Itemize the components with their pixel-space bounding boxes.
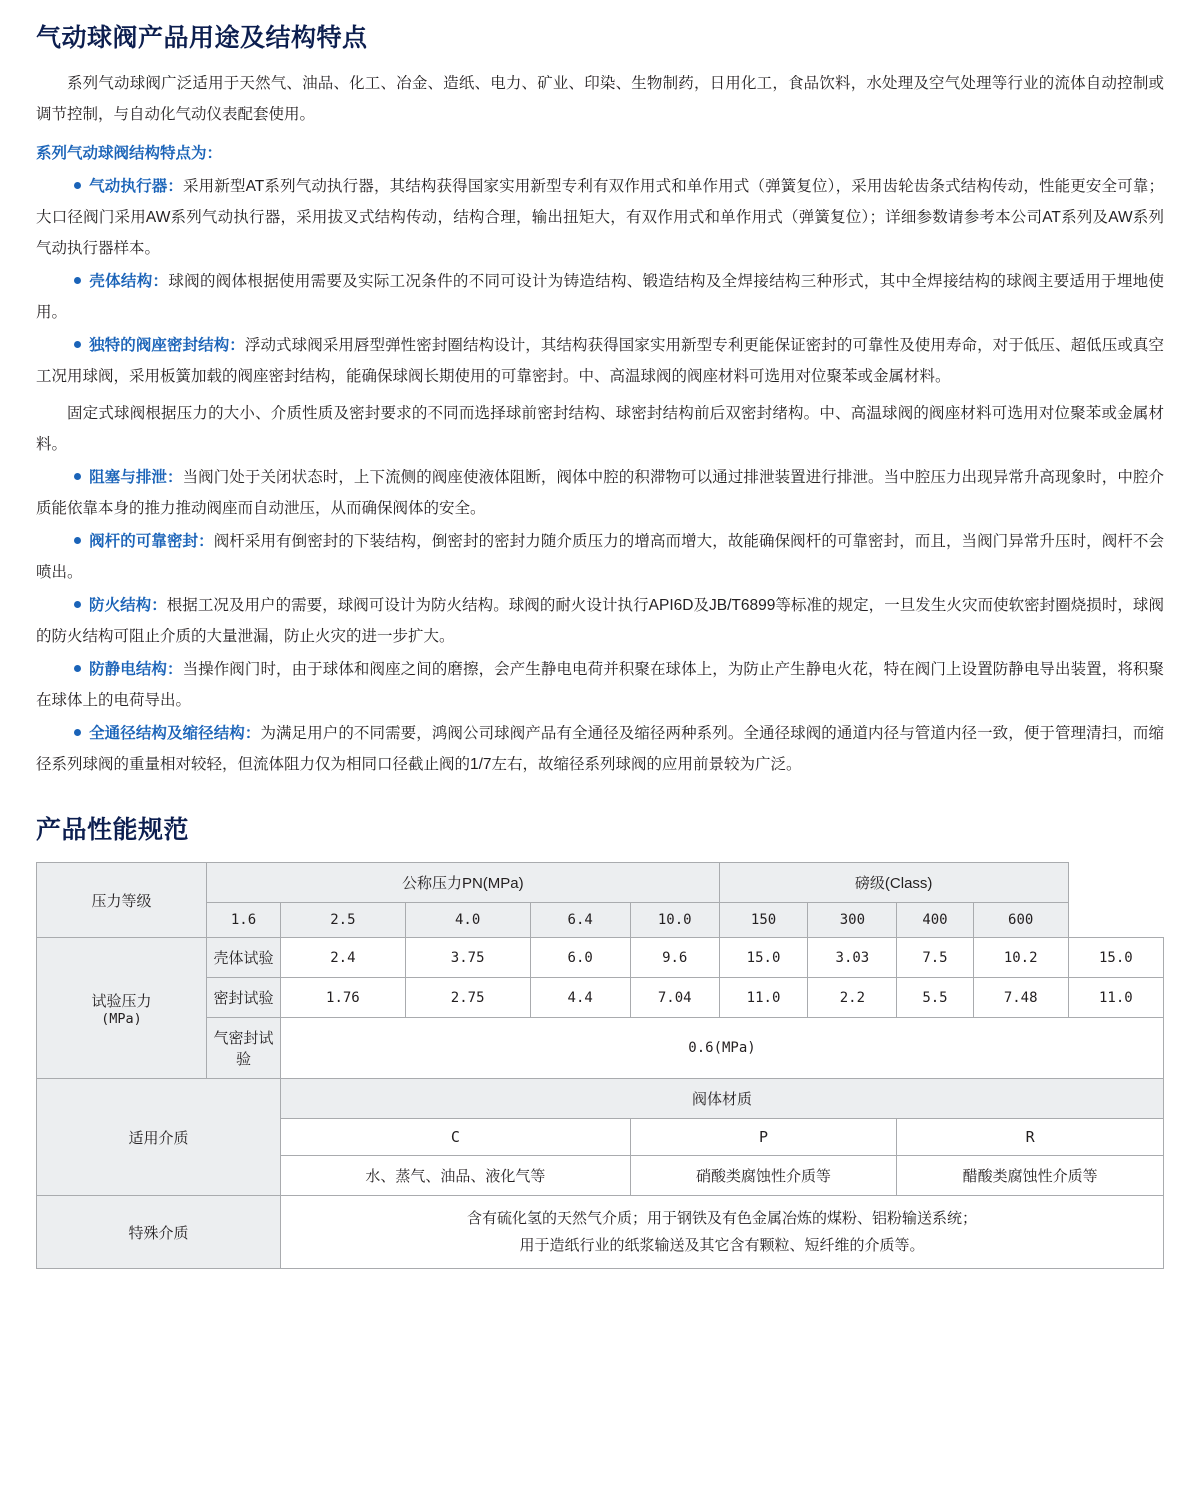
feature-item: [36, 266, 1164, 328]
class-value: 300: [808, 903, 897, 938]
test-pressure-label-line2: (MPa): [101, 1010, 142, 1027]
pn-value: 10.0: [630, 903, 719, 938]
feature-text: 球阀的阀体根据使用需要及实际工况条件的不同可设计为铸造结构、锻造结构及全焊接结构三种形式，其中全焊接结构的球阀主要适用于埋地使用。: [36, 273, 1164, 321]
feature-item: [36, 330, 1164, 392]
shell-test-value: 3.03: [808, 938, 897, 978]
test-pressure-label: [37, 938, 207, 1079]
feature-item: [36, 462, 1164, 524]
special-medium-line1: 含有硫化氢的天然气介质；用于钢铁及有色金属冶炼的煤粉、铝粉输送系统；: [466, 1210, 977, 1227]
shell-test-value: 6.0: [530, 938, 630, 978]
table-row: [37, 1079, 1164, 1119]
feature-item: [36, 590, 1164, 652]
seal-test-label: 密封试验: [207, 978, 281, 1018]
page-title: 气动球阀产品用途及结构特点: [36, 24, 368, 52]
class-header: 磅级(Class): [719, 863, 1068, 903]
material-media: 水、蒸气、油品、液化气等: [281, 1156, 631, 1196]
bullet-dot-icon: [74, 473, 81, 480]
seal-test-value: 11.0: [719, 978, 808, 1018]
bullet-dot-icon: [74, 729, 81, 736]
test-pressure-label-line1: 试验压力: [91, 992, 152, 1010]
air-test-label: 气密封试验: [207, 1018, 281, 1079]
spec-table: [36, 862, 1164, 1269]
table-row: [37, 978, 1164, 1018]
seal-test-value: 5.5: [897, 978, 973, 1018]
features-subheading: 系列气动球阀结构特点为：: [36, 145, 223, 162]
table-row: [37, 938, 1164, 978]
bullet-dot-icon: [74, 601, 81, 608]
shell-test-value: 15.0: [719, 938, 808, 978]
shell-test-label: 壳体试验: [207, 938, 281, 978]
feature-item: [36, 718, 1164, 780]
feature-text: 当操作阀门时，由于球体和阀座之间的磨擦，会产生静电电荷并积聚在球体上，为防止产生静电火花，特在阀门上设置防静电导出装置，将积聚在球体上的电荷导出。: [36, 661, 1164, 709]
bullet-dot-icon: [74, 277, 81, 284]
mid-paragraph: 固定式球阀根据压力的大小、介质性质及密封要求的不同而选择球前密封结构、球密封结构前后双密封绪构。中、高温球阀的阀座材料可选用对位聚苯或金属材料。: [36, 405, 1164, 453]
body-material-header: 阀体材质: [281, 1079, 1164, 1119]
special-medium-value: [281, 1196, 1164, 1269]
medium-label: 适用介质: [37, 1079, 281, 1196]
bullet-dot-icon: [74, 537, 81, 544]
bullet-dot-icon: [74, 665, 81, 672]
table-row: [37, 1196, 1164, 1269]
pn-value: 4.0: [405, 903, 530, 938]
feature-lead: 防火结构：: [89, 597, 167, 614]
feature-text: 阀杆采用有倒密封的下装结构，倒密封的密封力随介质压力的增高而增大，故能确保阀杆的可靠密封，而且，当阀门异常升压时，阀杆不会喷出。: [36, 533, 1164, 581]
feature-text: 根据工况及用户的需要，球阀可设计为防火结构。球阀的耐火设计执行API6D及JB/T6899等标准的规定，一旦发生火灾而使软密封圈烧损时，球阀的防火结构可阻止介质的大量泄漏，防止火灾的进一步扩大。: [36, 597, 1164, 645]
feature-text: 为满足用户的不同需要，鸿阀公司球阀产品有全通径及缩径两种系列。全通径球阀的通道内径与管道内径一致，便于管理清扫，而缩径系列球阀的重量相对较轻，但流体阻力仅为相同口径截止阀的1/7左右，故缩径系列球阀的应用前景较为广泛。: [36, 725, 1164, 773]
shell-test-value: 2.4: [281, 938, 406, 978]
shell-test-value: 7.5: [897, 938, 973, 978]
spec-title: 产品性能规范: [36, 816, 190, 844]
class-value: 400: [897, 903, 973, 938]
feature-lead: 独特的阀座密封结构：: [89, 337, 245, 354]
class-value: 150: [719, 903, 808, 938]
bullet-dot-icon: [74, 341, 81, 348]
feature-item: [36, 654, 1164, 716]
table-row: [37, 863, 1164, 903]
feature-text: 采用新型AT系列气动执行器，其结构获得国家实用新型专利有双作用式和单作用式（弹簧复位），采用齿轮齿条式结构传动，性能更安全可靠；大口径阀门采用AW系列气动执行器，采用拔叉式结构传动，结构合理，输出扭矩大，有双作用式和单作用式（弹簧复位）；详细参数请参考本公司AT系列及AW系列气动执行器样本。: [36, 178, 1164, 257]
pn-value: 6.4: [530, 903, 630, 938]
pn-header: 公称压力PN(MPa): [207, 863, 720, 903]
feature-lead: 阀杆的可靠密封：: [89, 533, 214, 550]
seal-test-value: 7.04: [630, 978, 719, 1018]
seal-test-value: 1.76: [281, 978, 406, 1018]
table-row: [37, 1018, 1164, 1079]
feature-lead: 全通径结构及缩径结构：: [89, 725, 261, 742]
shell-test-value: 3.75: [405, 938, 530, 978]
feature-text: 浮动式球阀采用唇型弹性密封圈结构设计，其结构获得国家实用新型专利更能保证密封的可靠性及使用寿命，对于低压、超低压或真空工况用球阀，采用板簧加载的阀座密封结构，能确保球阀长期使用的可靠密封。中、高温球阀的阀座材料可选用对位聚苯或金属材料。: [36, 337, 1164, 385]
material-code: P: [630, 1119, 897, 1156]
special-medium-label: 特殊介质: [37, 1196, 281, 1269]
special-medium-line2: 用于造纸行业的纸浆输送及其它含有颗粒、短纤维的介质等。: [519, 1237, 925, 1254]
bullet-dot-icon: [74, 182, 81, 189]
feature-lead: 阻塞与排泄：: [89, 469, 183, 486]
seal-test-value: 2.2: [808, 978, 897, 1018]
feature-item: [36, 171, 1164, 264]
class-value: 600: [973, 903, 1068, 938]
seal-test-value: 7.48: [973, 978, 1068, 1018]
shell-test-value: 9.6: [630, 938, 719, 978]
material-media: 硝酸类腐蚀性介质等: [630, 1156, 897, 1196]
material-code: R: [897, 1119, 1164, 1156]
feature-lead: 气动执行器：: [89, 178, 184, 195]
seal-test-value: 11.0: [1068, 978, 1163, 1018]
pressure-class-label: 压力等级: [37, 863, 207, 938]
shell-test-value: 10.2: [973, 938, 1068, 978]
pn-value: 2.5: [281, 903, 406, 938]
pn-value: 1.6: [207, 903, 281, 938]
table-row: [37, 903, 1164, 938]
feature-lead: 壳体结构：: [89, 273, 169, 290]
material-media: 醋酸类腐蚀性介质等: [897, 1156, 1164, 1196]
air-test-value: 0.6(MPa): [281, 1018, 1164, 1079]
intro-paragraph: 系列气动球阀广泛适用于天然气、油品、化工、冶金、造纸、电力、矿业、印染、生物制药，日用化工，食品饮料，水处理及空气处理等行业的流体自动控制或调节控制，与自动化气动仪表配套使用。: [36, 75, 1164, 123]
shell-test-value: 15.0: [1068, 938, 1163, 978]
feature-item: [36, 526, 1164, 588]
feature-text: 当阀门处于关闭状态时，上下流侧的阀座使液体阻断，阀体中腔的积滞物可以通过排泄装置进行排泄。当中腔压力出现异常升高现象时，中腔介质能依靠本身的推力推动阀座而自动泄压，从而确保阀体的安全。: [36, 469, 1164, 517]
material-code: C: [281, 1119, 631, 1156]
seal-test-value: 2.75: [405, 978, 530, 1018]
feature-lead: 防静电结构：: [89, 661, 183, 678]
seal-test-value: 4.4: [530, 978, 630, 1018]
